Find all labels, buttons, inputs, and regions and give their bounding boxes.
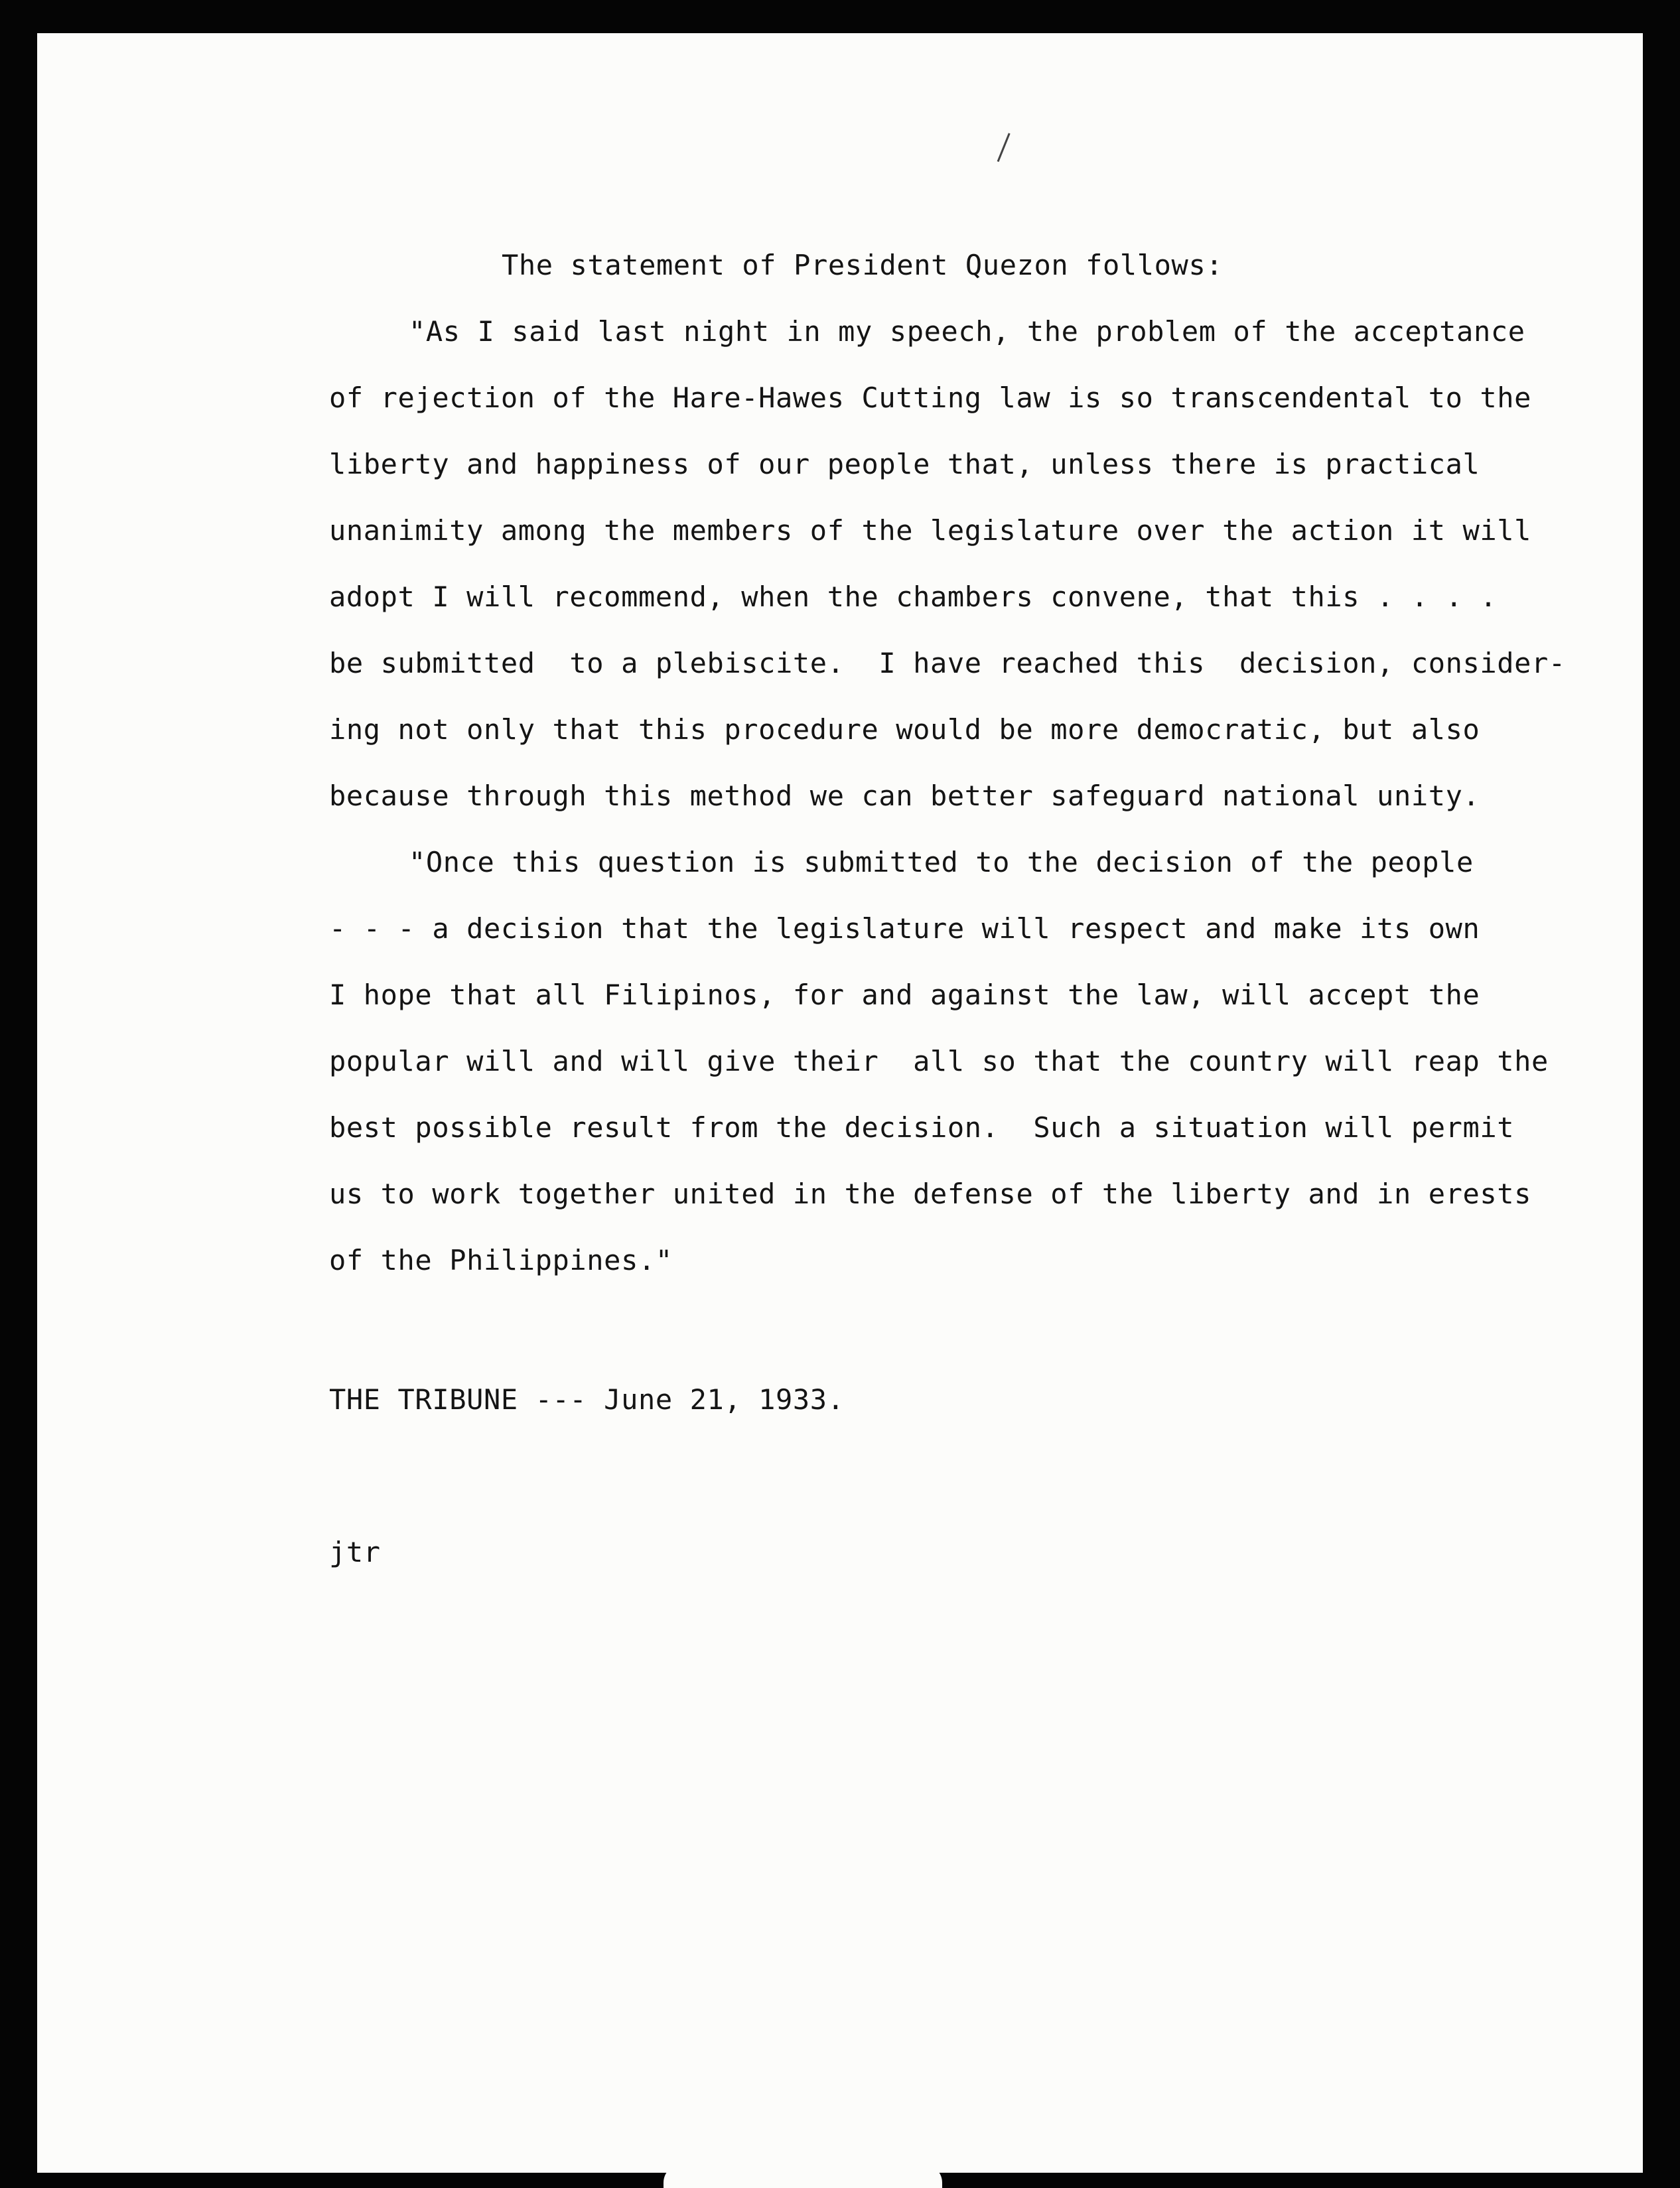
paragraph-1-line-2: of rejection of the Hare-Hawes Cutting law is so transcendental to the [329,381,1532,414]
scan-bottom-tab [664,2164,942,2188]
paragraph-1-line-7: ing not only that this procedure would be more democratic, but also [329,713,1480,746]
paragraph-1-line-6: be submitted to a plebiscite. I have reached this decision, consider- [329,647,1566,679]
paragraph-2-line-5: best possible result from the decision. Such a situation will permit [329,1111,1515,1144]
paragraph-2-line-3: I hope that all Filipinos, for and against the law, will accept the [329,979,1480,1011]
source-citation: THE TRIBUNE --- June 21, 1933. [329,1383,845,1416]
paragraph-2-line-1: "Once this question is submitted to the decision of the people [409,846,1474,878]
paragraph-2-line-2: - - - a decision that the legislature will respect and make its own [329,912,1480,945]
typist-initials: jtr [329,1536,381,1568]
document-heading: The statement of President Quezon follows: [502,249,1224,281]
paragraph-1-line-5: adopt I will recommend, when the chambers convene, that this . . . . [329,581,1498,613]
paragraph-2-line-4: popular will and will give their all so that the country will reap the [329,1045,1549,1077]
paragraph-1-line-1: "As I said last night in my speech, the problem of the acceptance [409,315,1525,348]
document-page [37,33,1643,2173]
paragraph-1-line-8: because through this method we can better safeguard national unity. [329,780,1480,812]
stray-pen-mark [997,133,1013,163]
paragraph-2-line-7: of the Philippines." [329,1244,673,1276]
paragraph-1-line-3: liberty and happiness of our people that, unless there is practical [329,448,1480,480]
paragraph-1-line-4: unanimity among the members of the legislature over the action it will [329,514,1532,547]
paragraph-2-line-6: us to work together united in the defense of the liberty and in erests [329,1178,1532,1210]
